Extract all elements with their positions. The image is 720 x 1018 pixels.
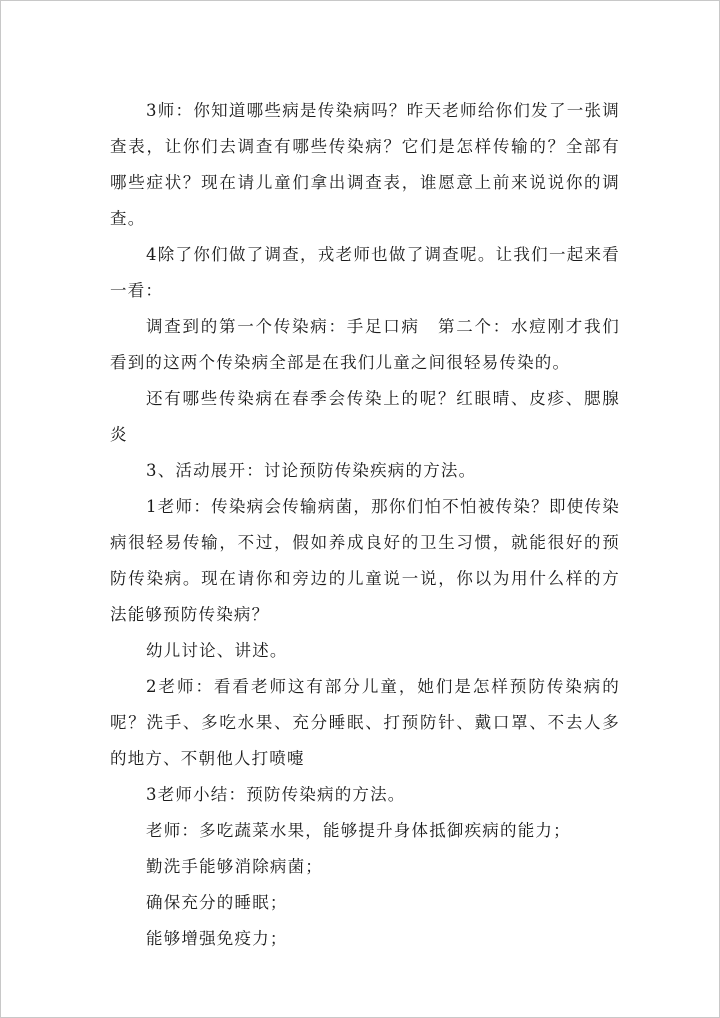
- paragraph-7: 幼儿讨论、讲述。: [146, 641, 288, 660]
- paragraph-8: 2老师：看看老师这有部分儿童，她们是怎样预防传染病的呢？洗手、多吃水果、充分睡眠、打预防针、戴口罩、不去人多的地方、不朝他人打喷嚏: [110, 677, 620, 768]
- document-body: [110, 93, 620, 957]
- paragraph-11: 勤洗手能够消除病菌；: [146, 857, 323, 876]
- paragraph-2: 4除了你们做了调查，戎老师也做了调查呢。让我们一起来看一看：: [110, 245, 620, 300]
- paragraph-10: 老师：多吃蔬菜水果，能够提升身体抵御疾病的能力；: [146, 821, 571, 840]
- paragraph-1: 3师：你知道哪些病是传染病吗？昨天老师给你们发了一张调查表，让你们去调查有哪些传染病？它们是怎样传输的？全部有哪些症状？现在请儿童们拿出调查表，谁愿意上前来说说你的调查。: [110, 101, 620, 228]
- paragraph-4: 还有哪些传染病在春季会传染上的呢？红眼晴、皮疹、腮腺炎: [110, 389, 620, 444]
- paragraph-3: 调查到的第一个传染病：手足口病 第二个：水痘刚才我们看到的这两个传染病全部是在我们儿童之间很轻易传染的。: [110, 317, 620, 372]
- paragraph-13: 能够增强免疫力；: [146, 929, 288, 948]
- paragraph-5: 3、活动展开：讨论预防传染疾病的方法。: [146, 461, 477, 480]
- paragraph-12: 确保充分的睡眠；: [146, 893, 288, 912]
- paragraph-6: 1老师：传染病会传输病菌，那你们怕不怕被传染？即使传染病很轻易传输，不过，假如养成良好的卫生习惯，就能很好的预防传染病。现在请你和旁边的儿童说一说，你以为用什么样的方法能够预防传染病？: [110, 497, 620, 624]
- paragraph-9: 3老师小结：预防传染病的方法。: [146, 785, 406, 804]
